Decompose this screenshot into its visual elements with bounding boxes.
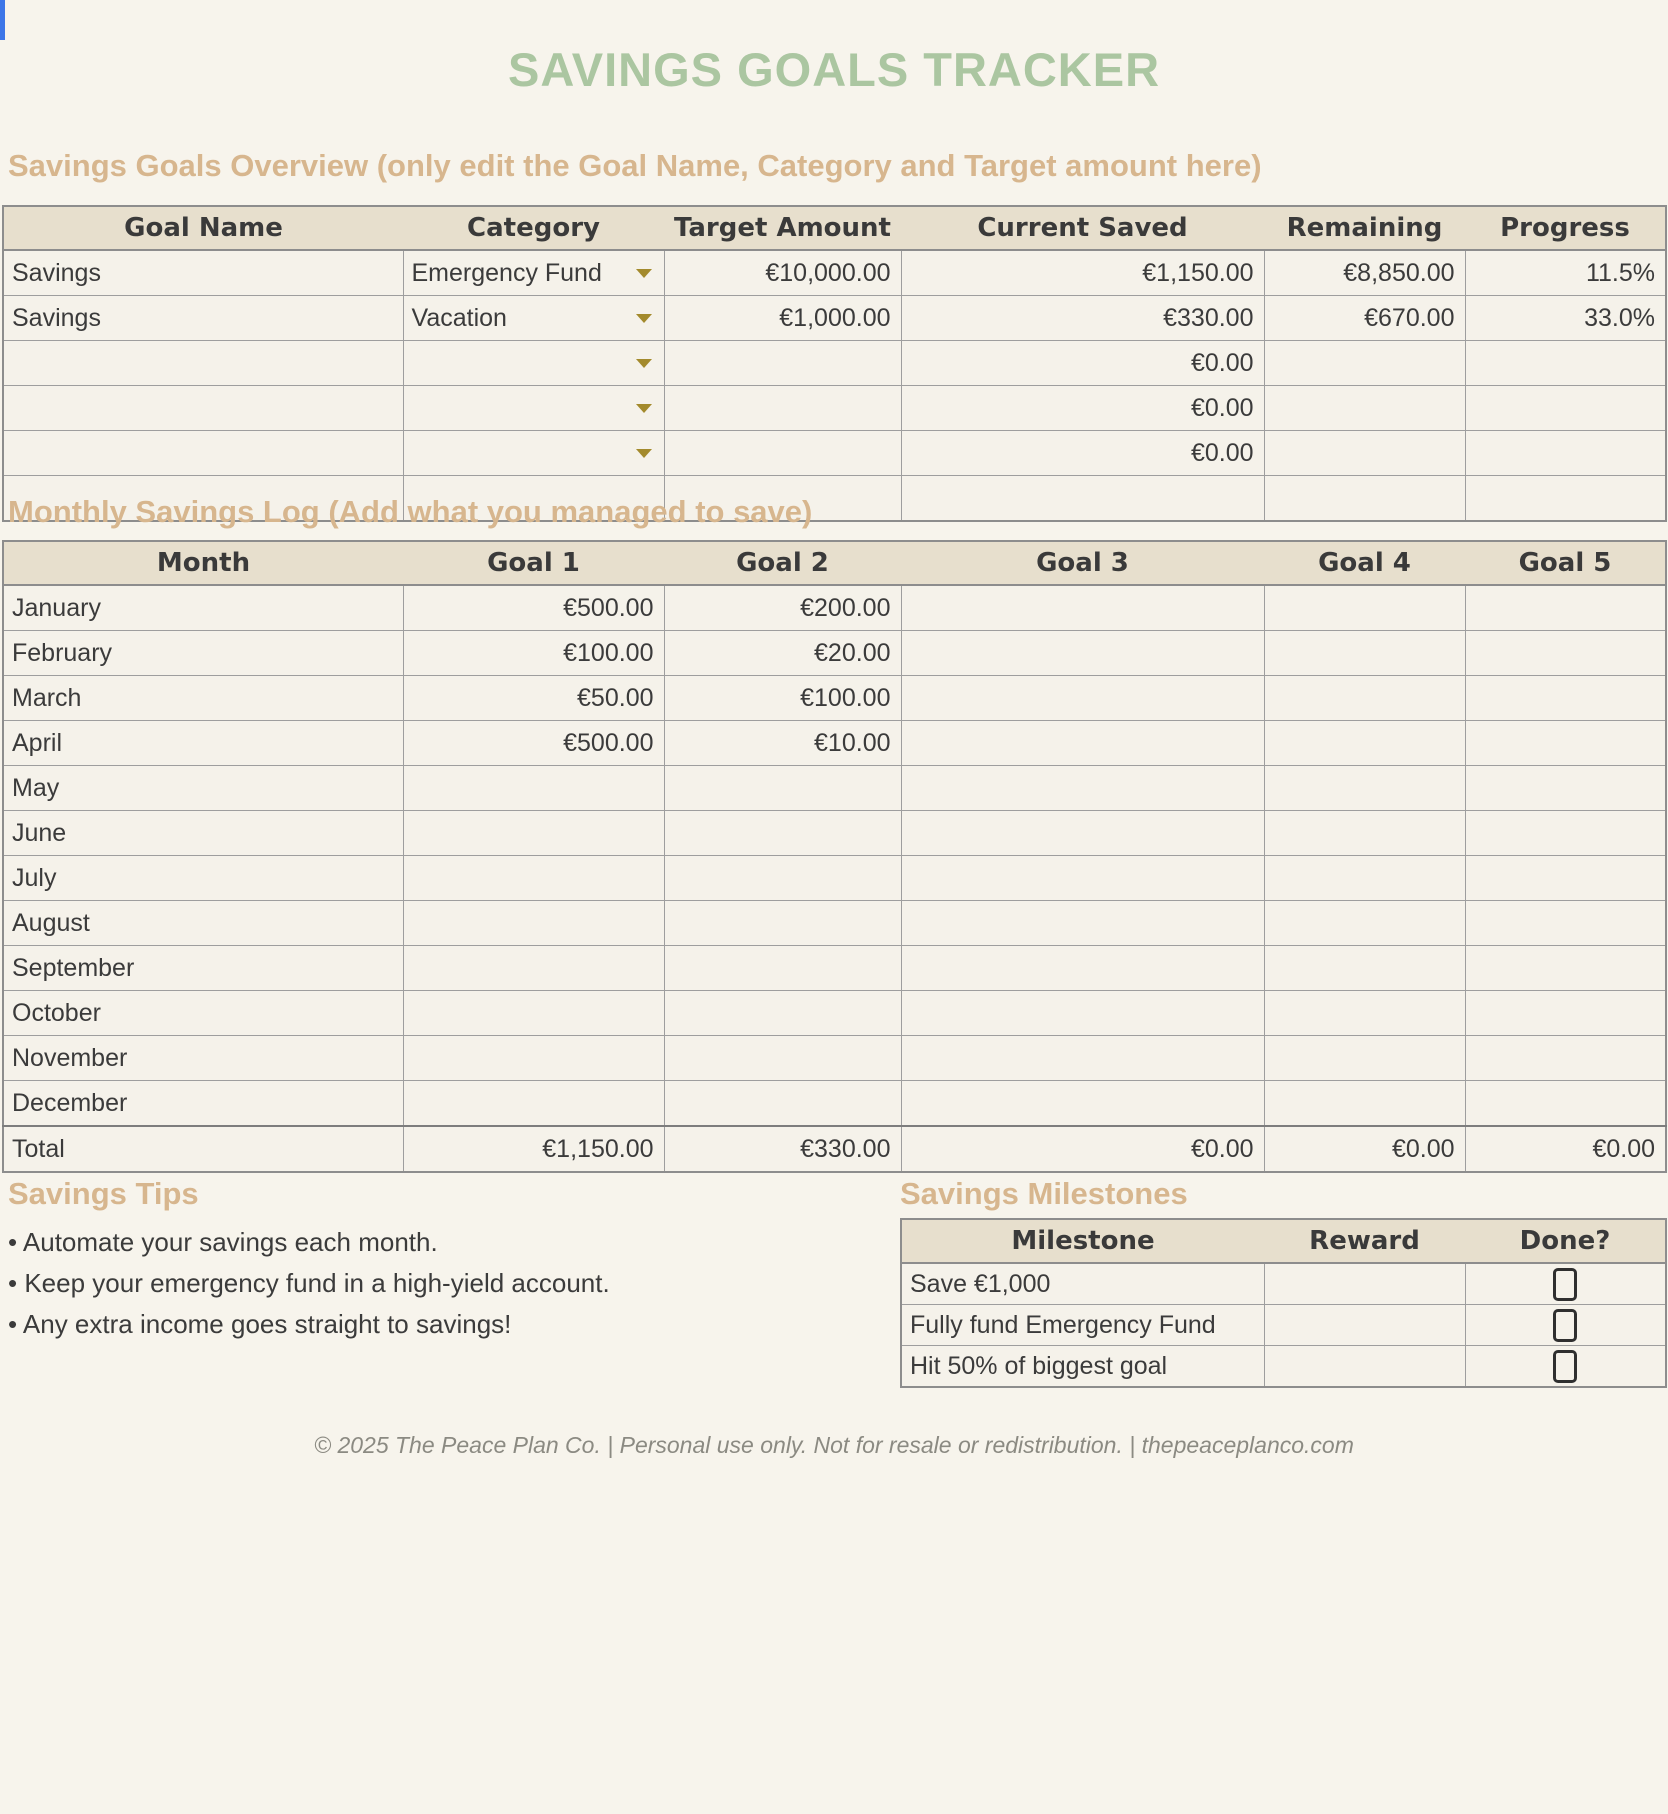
- goal-value-cell[interactable]: [664, 766, 901, 811]
- milestone-checkbox[interactable]: [1553, 1268, 1577, 1301]
- monthly-row: [3, 991, 1666, 1036]
- reward-cell[interactable]: [1264, 1305, 1465, 1346]
- monthly-row: [3, 946, 1666, 991]
- month-cell: April: [3, 721, 403, 766]
- category-cell[interactable]: [403, 341, 664, 386]
- goal-value-cell[interactable]: [1465, 856, 1666, 901]
- tip-item: [8, 1263, 610, 1304]
- monthly-row: [3, 811, 1666, 856]
- goal-value-cell[interactable]: [901, 811, 1264, 856]
- monthly-row: [3, 676, 1666, 721]
- column-header: Goal 3: [901, 541, 1264, 585]
- goal-value-cell[interactable]: [901, 901, 1264, 946]
- goal-value-cell[interactable]: €200.00: [664, 585, 901, 631]
- done-cell: [1465, 1346, 1666, 1388]
- milestone-row: [901, 1305, 1666, 1346]
- goal-name-cell[interactable]: [3, 386, 403, 431]
- total-value-cell: €0.00: [1465, 1126, 1666, 1172]
- current-saved-cell: [901, 476, 1264, 522]
- goal-value-cell[interactable]: [1465, 946, 1666, 991]
- goal-value-cell[interactable]: [1465, 901, 1666, 946]
- progress-cell: [1465, 341, 1666, 386]
- monthly-total-row: [3, 1126, 1666, 1172]
- total-label-cell: Total: [3, 1126, 403, 1172]
- bullet-glyph: •: [8, 1309, 18, 1339]
- goal-value-cell[interactable]: [1264, 811, 1465, 856]
- milestone-row: [901, 1346, 1666, 1388]
- remaining-cell: [1264, 476, 1465, 522]
- goal-value-cell[interactable]: [1264, 766, 1465, 811]
- goal-value-cell[interactable]: [1465, 676, 1666, 721]
- overview-table: [2, 205, 1667, 522]
- goal-value-cell[interactable]: [901, 585, 1264, 631]
- goal-value-cell[interactable]: [1465, 811, 1666, 856]
- goal-value-cell[interactable]: [901, 1081, 1264, 1127]
- goal-value-cell[interactable]: [664, 1081, 901, 1127]
- current-saved-cell: €0.00: [901, 431, 1264, 476]
- goal-value-cell[interactable]: €100.00: [664, 676, 901, 721]
- goal-value-cell[interactable]: €100.00: [403, 631, 664, 676]
- column-header: Goal 4: [1264, 541, 1465, 585]
- remaining-cell: €670.00: [1264, 296, 1465, 341]
- reward-cell[interactable]: [1264, 1346, 1465, 1388]
- total-value-cell: €0.00: [901, 1126, 1264, 1172]
- overview-row: [3, 296, 1666, 341]
- milestone-cell: Save €1,000: [901, 1263, 1264, 1305]
- column-header: Progress: [1465, 206, 1666, 250]
- goal-value-cell[interactable]: [403, 1081, 664, 1127]
- goal-value-cell[interactable]: [1264, 721, 1465, 766]
- monthly-row: [3, 585, 1666, 631]
- goal-value-cell[interactable]: [664, 856, 901, 901]
- goal-value-cell[interactable]: [664, 946, 901, 991]
- total-value-cell: €330.00: [664, 1126, 901, 1172]
- progress-cell: [1465, 476, 1666, 522]
- goal-value-cell[interactable]: [1264, 585, 1465, 631]
- goal-value-cell[interactable]: [403, 811, 664, 856]
- goal-value-cell[interactable]: [403, 946, 664, 991]
- tip-text: Any extra income goes straight to savings!: [22, 1309, 512, 1339]
- month-cell: September: [3, 946, 403, 991]
- column-header: Goal 5: [1465, 541, 1666, 585]
- overview-row: [3, 386, 1666, 431]
- month-cell: June: [3, 811, 403, 856]
- done-cell: [1465, 1305, 1666, 1346]
- remaining-cell: €8,850.00: [1264, 250, 1465, 296]
- monthly-row: [3, 721, 1666, 766]
- column-header: Goal Name: [3, 206, 403, 250]
- monthly-row: [3, 856, 1666, 901]
- overview-row: [3, 431, 1666, 476]
- monthly-row: [3, 766, 1666, 811]
- category-dropdown-arrow-icon[interactable]: [636, 359, 652, 368]
- goal-value-cell[interactable]: [403, 1036, 664, 1081]
- category-cell[interactable]: [403, 431, 664, 476]
- column-header: Done?: [1465, 1219, 1666, 1263]
- current-saved-cell: €330.00: [901, 296, 1264, 341]
- goal-value-cell[interactable]: €500.00: [403, 721, 664, 766]
- target-amount-cell[interactable]: [664, 431, 901, 476]
- category-dropdown-arrow-icon[interactable]: [636, 314, 652, 323]
- tip-item: [8, 1222, 610, 1263]
- column-header: Remaining: [1264, 206, 1465, 250]
- category-cell[interactable]: [403, 386, 664, 431]
- goal-name-cell[interactable]: [3, 431, 403, 476]
- progress-cell: 11.5%: [1465, 250, 1666, 296]
- monthly-header-row: [3, 541, 1666, 585]
- column-header: Goal 1: [403, 541, 664, 585]
- milestone-checkbox[interactable]: [1553, 1350, 1577, 1383]
- goal-value-cell[interactable]: [403, 991, 664, 1036]
- goal-value-cell[interactable]: [1264, 901, 1465, 946]
- column-header: Reward: [1264, 1219, 1465, 1263]
- category-dropdown-arrow-icon[interactable]: [636, 404, 652, 413]
- goal-value-cell[interactable]: [403, 766, 664, 811]
- month-cell: October: [3, 991, 403, 1036]
- monthly-row: [3, 1036, 1666, 1081]
- month-cell: November: [3, 1036, 403, 1081]
- category-cell[interactable]: Emergency Fund: [403, 250, 664, 296]
- goal-value-cell[interactable]: €500.00: [403, 585, 664, 631]
- goal-value-cell[interactable]: €20.00: [664, 631, 901, 676]
- month-cell: December: [3, 1081, 403, 1127]
- progress-cell: [1465, 431, 1666, 476]
- goal-value-cell[interactable]: [1465, 1081, 1666, 1127]
- goal-value-cell[interactable]: €50.00: [403, 676, 664, 721]
- tips-section-heading: Savings Tips: [8, 1176, 199, 1211]
- goal-value-cell[interactable]: [403, 901, 664, 946]
- milestones-section-heading: Savings Milestones: [900, 1176, 1188, 1211]
- milestone-cell: Hit 50% of biggest goal: [901, 1346, 1264, 1388]
- remaining-cell: [1264, 341, 1465, 386]
- goal-value-cell[interactable]: [1264, 946, 1465, 991]
- current-saved-cell: €1,150.00: [901, 250, 1264, 296]
- goal-value-cell[interactable]: [664, 811, 901, 856]
- milestone-cell: Fully fund Emergency Fund: [901, 1305, 1264, 1346]
- target-amount-cell[interactable]: [664, 341, 901, 386]
- goal-value-cell[interactable]: [664, 901, 901, 946]
- category-cell[interactable]: Vacation: [403, 296, 664, 341]
- column-header: Goal 2: [664, 541, 901, 585]
- overview-row: [3, 250, 1666, 296]
- goal-name-cell[interactable]: Savings: [3, 296, 403, 341]
- goal-value-cell[interactable]: [901, 856, 1264, 901]
- month-cell: March: [3, 676, 403, 721]
- goal-name-cell[interactable]: Savings: [3, 250, 403, 296]
- goal-value-cell[interactable]: [1465, 991, 1666, 1036]
- cell-cursor-bar: [0, 0, 5, 40]
- tip-text: Automate your savings each month.: [22, 1227, 438, 1257]
- goal-value-cell[interactable]: [901, 1036, 1264, 1081]
- goal-name-cell[interactable]: [3, 341, 403, 386]
- goal-value-cell[interactable]: [901, 631, 1264, 676]
- goal-value-cell[interactable]: [1264, 1036, 1465, 1081]
- goal-value-cell[interactable]: [1264, 991, 1465, 1036]
- month-cell: July: [3, 856, 403, 901]
- category-dropdown-arrow-icon[interactable]: [636, 449, 652, 458]
- month-cell: May: [3, 766, 403, 811]
- milestone-row: [901, 1263, 1666, 1305]
- goal-value-cell[interactable]: [901, 991, 1264, 1036]
- goal-value-cell[interactable]: [901, 676, 1264, 721]
- goal-value-cell[interactable]: [1465, 585, 1666, 631]
- column-header: Current Saved: [901, 206, 1264, 250]
- reward-cell[interactable]: [1264, 1263, 1465, 1305]
- goal-value-cell[interactable]: €10.00: [664, 721, 901, 766]
- goal-value-cell[interactable]: [1465, 766, 1666, 811]
- goal-value-cell[interactable]: [1264, 676, 1465, 721]
- monthly-savings-table: [2, 540, 1667, 1173]
- goal-value-cell[interactable]: [1264, 631, 1465, 676]
- total-value-cell: €1,150.00: [403, 1126, 664, 1172]
- monthly-row: [3, 1081, 1666, 1127]
- tip-item: [8, 1304, 610, 1345]
- month-cell: January: [3, 585, 403, 631]
- overview-section-heading: Savings Goals Overview (only edit the Goal Name, Category and Target amount here): [8, 148, 1262, 183]
- target-amount-cell[interactable]: [664, 386, 901, 431]
- remaining-cell: [1264, 386, 1465, 431]
- total-value-cell: €0.00: [1264, 1126, 1465, 1172]
- bullet-glyph: •: [8, 1268, 18, 1298]
- current-saved-cell: €0.00: [901, 341, 1264, 386]
- monthly-section-heading: Monthly Savings Log (Add what you managed to save): [8, 494, 813, 529]
- progress-cell: 33.0%: [1465, 296, 1666, 341]
- footer-copyright: © 2025 The Peace Plan Co. | Personal use only. Not for resale or redistribution. | thepeaceplanco.com: [314, 1432, 1354, 1458]
- overview-header-row: [3, 206, 1666, 250]
- target-amount-cell[interactable]: €1,000.00: [664, 296, 901, 341]
- goal-value-cell[interactable]: [1264, 856, 1465, 901]
- month-cell: February: [3, 631, 403, 676]
- goal-value-cell[interactable]: [901, 721, 1264, 766]
- goal-value-cell[interactable]: [403, 856, 664, 901]
- goal-value-cell[interactable]: [901, 766, 1264, 811]
- column-header: Target Amount: [664, 206, 901, 250]
- milestones-table: [900, 1218, 1667, 1388]
- tip-text: Keep your emergency fund in a high-yield account.: [24, 1268, 610, 1298]
- tips-list: [8, 1222, 610, 1345]
- goal-value-cell[interactable]: [1465, 721, 1666, 766]
- goal-value-cell[interactable]: [664, 1036, 901, 1081]
- progress-cell: [1465, 386, 1666, 431]
- monthly-row: [3, 631, 1666, 676]
- milestone-checkbox[interactable]: [1553, 1309, 1577, 1342]
- column-header: Milestone: [901, 1219, 1264, 1263]
- goal-value-cell[interactable]: [1465, 631, 1666, 676]
- column-header: Category: [403, 206, 664, 250]
- done-cell: [1465, 1263, 1666, 1305]
- goal-value-cell[interactable]: [1465, 1036, 1666, 1081]
- monthly-row: [3, 901, 1666, 946]
- target-amount-cell[interactable]: €10,000.00: [664, 250, 901, 296]
- remaining-cell: [1264, 431, 1465, 476]
- goal-value-cell[interactable]: [664, 991, 901, 1036]
- month-cell: August: [3, 901, 403, 946]
- goal-value-cell[interactable]: [1264, 1081, 1465, 1127]
- column-header: Month: [3, 541, 403, 585]
- goal-value-cell[interactable]: [901, 946, 1264, 991]
- bullet-glyph: •: [8, 1227, 18, 1257]
- page-title: SAVINGS GOALS TRACKER: [507, 43, 1161, 96]
- overview-row: [3, 341, 1666, 386]
- current-saved-cell: €0.00: [901, 386, 1264, 431]
- milestones-header-row: [901, 1219, 1666, 1263]
- category-dropdown-arrow-icon[interactable]: [636, 269, 652, 278]
